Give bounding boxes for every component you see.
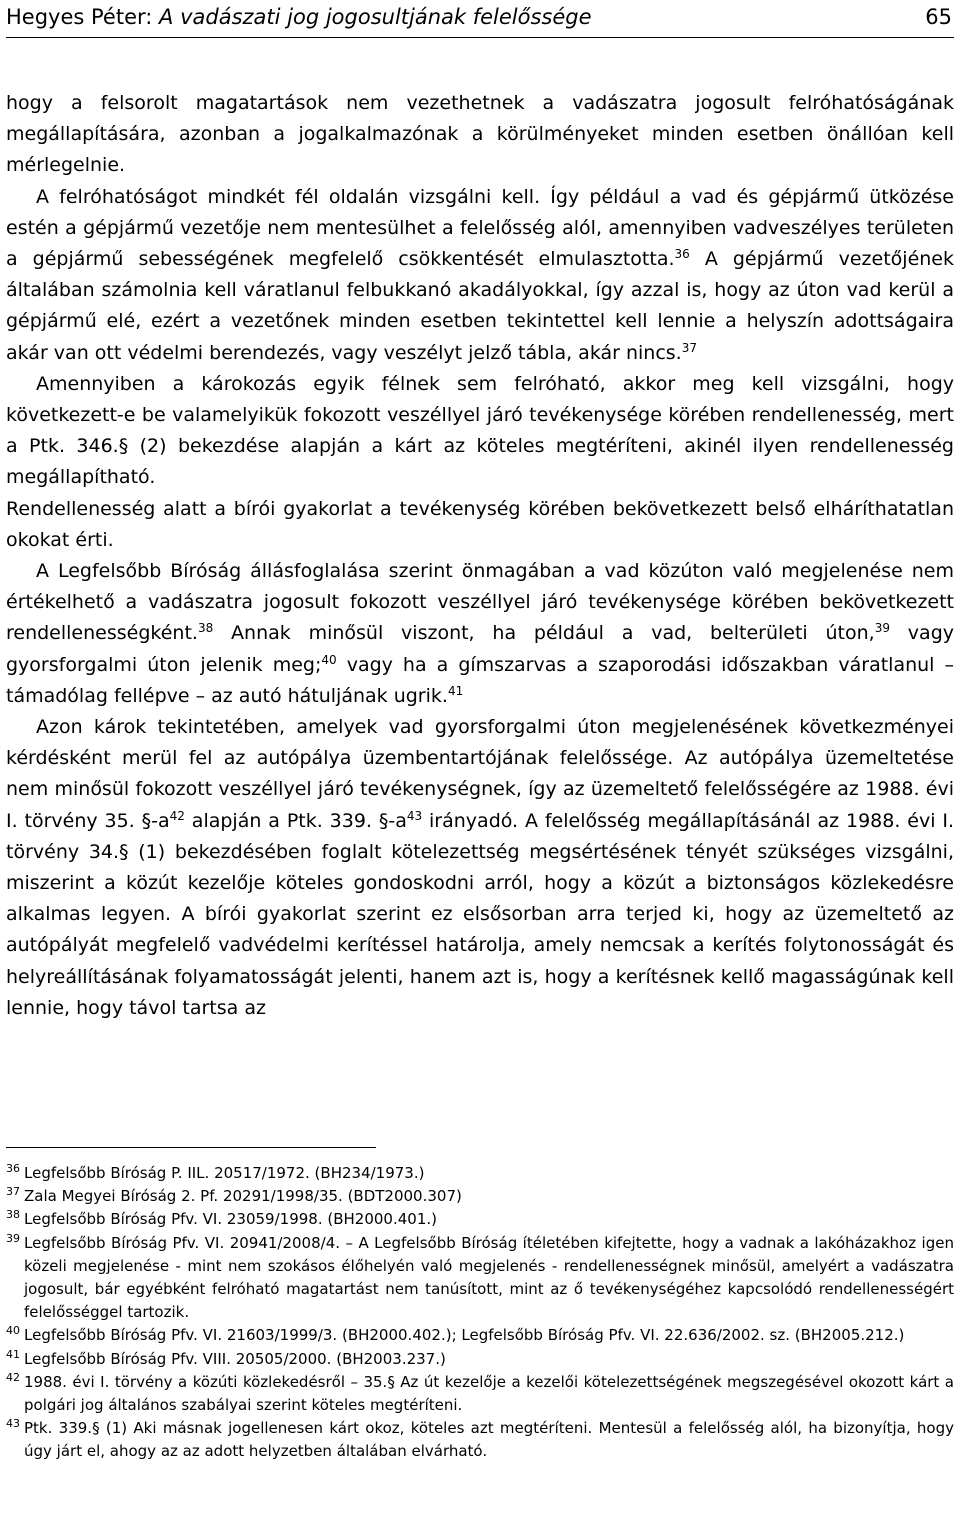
footnote-ref[interactable]: 41 [447,683,464,698]
footnote-text: Legfelsőbb Bíróság Pfv. VIII. 20505/2000. (BH2003.237.) [24,1349,446,1368]
text-run: A felróhatóságot mindkét fél oldalán vizsgálni kell. Így például a vad és gépjármű ütközése estén a gépjármű vezetője nem mentesülhet a felelősség alól, amennyiben vadveszélyes területen a gépjármű sebességének megfelelő csökkentését elmulasztotta. [6,185,954,271]
footnote-divider [6,1147,376,1148]
footnote: 39 Legfelsőbb Bíróság Pfv. VI. 20941/2008/4. – A Legfelsőbb Bíróság ítéletében kifejtette, hogy a vadnak a lakóházakhoz igen közeli megjelenése - mint nem szokásos élőhelyén való megjelenés - rendellenességnek minősül, amelyért a vadászatra jogosult, bár egyébként felróható magatartást nem tanúsított, mint az ő tevékenységéhez kapcsolódó rendellenességért felelősséggel tartozik. [6,1231,954,1322]
paragraph [6,712,954,1024]
header-author: Hegyes Péter: [6,5,153,29]
text-run: Annak minősül viszont, ha például a vad, belterületi úton, [213,622,875,645]
footnote-text: Legfelsőbb Bíróság Pfv. VI. 20941/2008/4. – A Legfelsőbb Bíróság ítéletében kifejtette, hogy a vadnak a lakóházakhoz igen közeli megjelenése - mint nem szokásos élőhelyén való megjelenés - rendellenességnek minősül, amelyért a vadászatra jogosult, bár egyébként felróható magatartást nem tanúsított, mint az ő tevékenységéhez kapcsolódó rendellenességért felelősséggel tartozik. [24,1233,954,1322]
footnote-ref[interactable]: 37 [681,340,698,355]
page-number: 65 [925,5,952,29]
text-run: vagy ha a gímszarvas a szaporodási időszakban váratlanul – támadólag fellépve – az autó hátuljának ugrik. [6,653,954,707]
footnote-ref[interactable]: 42 [169,808,185,823]
footnote: 36 Legfelsőbb Bíróság P. IIL. 20517/1972. (BH234/1973.) [6,1162,425,1182]
footnote-text: Legfelsőbb Bíróság Pfv. VI. 21603/1999/3. (BH2000.402.); Legfelsőbb Bíróság Pfv. VI. 22.636/2002. sz. (BH2005.212.) [24,1326,905,1345]
paragraph: Amennyiben a károkozás egyik félnek sem felróható, akkor meg kell vizsgálni, hogy következett-e be valamelyikük fokozott veszéllyel járó tevékenysége körében rendellenesség, mert a Ptk. 346.§ (2) bekezdése alapján a kárt az köteles megtéríteni, akinél ilyen rendellenesség megállapítható. [6,372,954,489]
text-run: vagy gyorsforgalmi úton jelenik meg; [6,622,954,676]
text-run: alapján a Ptk. 339. §-a [184,809,407,832]
footnote-ref[interactable]: 39 [874,621,890,636]
footnote-text: Ptk. 339.§ (1) Aki másnak jogellenesen kárt okoz, köteles azt megtéríteni. Mentesül a felelősség alól, ha bizonyítja, hogy úgy járt el, ahogy az az adott helyzetben általában elvárható. [24,1419,954,1461]
footnote: 37 Zala Megyei Bíróság 2. Pf. 20291/1998/35. (BDT2000.307) [6,1185,462,1206]
footnotes [6,1162,954,1464]
text-run: Azon károk tekintetében, amelyek vad gyorsforgalmi úton megjelenésének következményei kérdésként merül fel az autópálya üzembentartójának felelőssége. Az autópálya üzemeltetése nem minősül fokozott veszéllyel járó tevékenységnek, így az üzemeltető felelősségére az 1988. évi I. törvény 35. §-a [6,716,954,832]
text-run: A gépjármű vezetőjének általában számolnia kell váratlanul felbukkanó akadályokkal, így azzal is, hogy az úton vad kerül a gépjármű elé, ezért a vezetőnek minden esetben tekintettel kell lennie a helyszín adottságaira akár van ott védelmi berendezés, vagy veszélyt jelző tábla, akár nincs. [6,248,954,364]
footnote: 41 Legfelsőbb Bíróság Pfv. VIII. 20505/2000. (BH2003.237.) [6,1347,446,1368]
paragraph [6,182,954,369]
footnote-ref[interactable]: 40 [321,652,337,667]
paragraph [6,556,954,712]
footnote-ref[interactable]: 43 [406,808,423,823]
footnote: 42 1988. évi I. törvény a közúti közlekedésről – 35.§ Az út kezelője a kezelői kötelezettségének megszegésével okozott kárt a polgári jog általános szabályai szerint köteles megtéríteni. [6,1370,954,1415]
header-divider [6,37,954,38]
paragraph: Rendellenesség alatt a bírói gyakorlat a tevékenység körében bekövetkezett belső elháríthatatlan okokat érti. [6,497,954,551]
text-run: A Legfelsőbb Bíróság állásfoglalása szerint önmagában a vad közúton való megjelenése nem értékelhető a vadászatra jogosult fokozott veszéllyel járó tevékenysége körében bekövetkezett rendellenességként. [6,560,954,645]
text-run: irányadó. A felelősség megállapításánál az 1988. évi I. törvény 34.§ (1) bekezdésében foglalt kötelezettség megsértésének tényét szükséges vizsgálni, miszerint a közút kezelője köteles gondoskodni arról, hogy a közút a biztonságos közlekedésre alkalmas legyen. A bírói gyakorlat szerint ez elsősorban arra terjed ki, hogy az üzemeltető az autópályát megfelelő vadvédelmi kerítéssel határolja, amely nemcsak a kerítés folytonosságát és helyreállításának folyamatosságát jelenti, hanem azt is, hogy a kerítésnek kellő magasságúnak kell lennie, hogy távol tartsa az [6,809,954,1019]
header-title: A vadászati jog jogosultjának felelőssége [159,5,592,29]
footnote-text: 1988. évi I. törvény a közúti közlekedésről – 35.§ Az út kezelője a kezelői kötelezettségének megszegésével okozott kárt a polgári jog általános szabályai szerint köteles megtéríteni. [24,1372,954,1415]
footnote: 40 Legfelsőbb Bíróság Pfv. VI. 21603/1999/3. (BH2000.402.); Legfelsőbb Bíróság Pfv. VI. 22.636/2002. sz. (BH2005.212.) [6,1324,905,1345]
footnote-ref[interactable]: 36 [674,247,690,262]
footnote-text: Legfelsőbb Bíróság P. IIL. 20517/1972. (BH234/1973.) [24,1164,425,1182]
footnote-text: Legfelsőbb Bíróság Pfv. VI. 23059/1998. (BH2000.401.) [24,1210,437,1229]
paragraph: hogy a felsorolt magatartások nem vezethetnek a vadászatra jogosult felróhatóságának megállapítására, azonban a jogalkalmazónak a körülményeket minden esetben önállóan kell mérlegelnie. [6,92,954,177]
footnote-ref[interactable]: 38 [197,621,214,636]
footnote-text: Zala Megyei Bíróság 2. Pf. 20291/1998/35. (BDT2000.307) [24,1187,462,1206]
main-text [6,88,954,1024]
footnote: 43 Ptk. 339.§ (1) Aki másnak jogellenesen kárt okoz, köteles azt megtéríteni. Mentesül a felelősség alól, ha bizonyítja, hogy úgy járt el, ahogy az az adott helyzetben általában elvárható. [6,1417,954,1461]
footnote: 38 Legfelsőbb Bíróság Pfv. VI. 23059/1998. (BH2000.401.) [6,1208,437,1229]
running-header [6,2,954,32]
